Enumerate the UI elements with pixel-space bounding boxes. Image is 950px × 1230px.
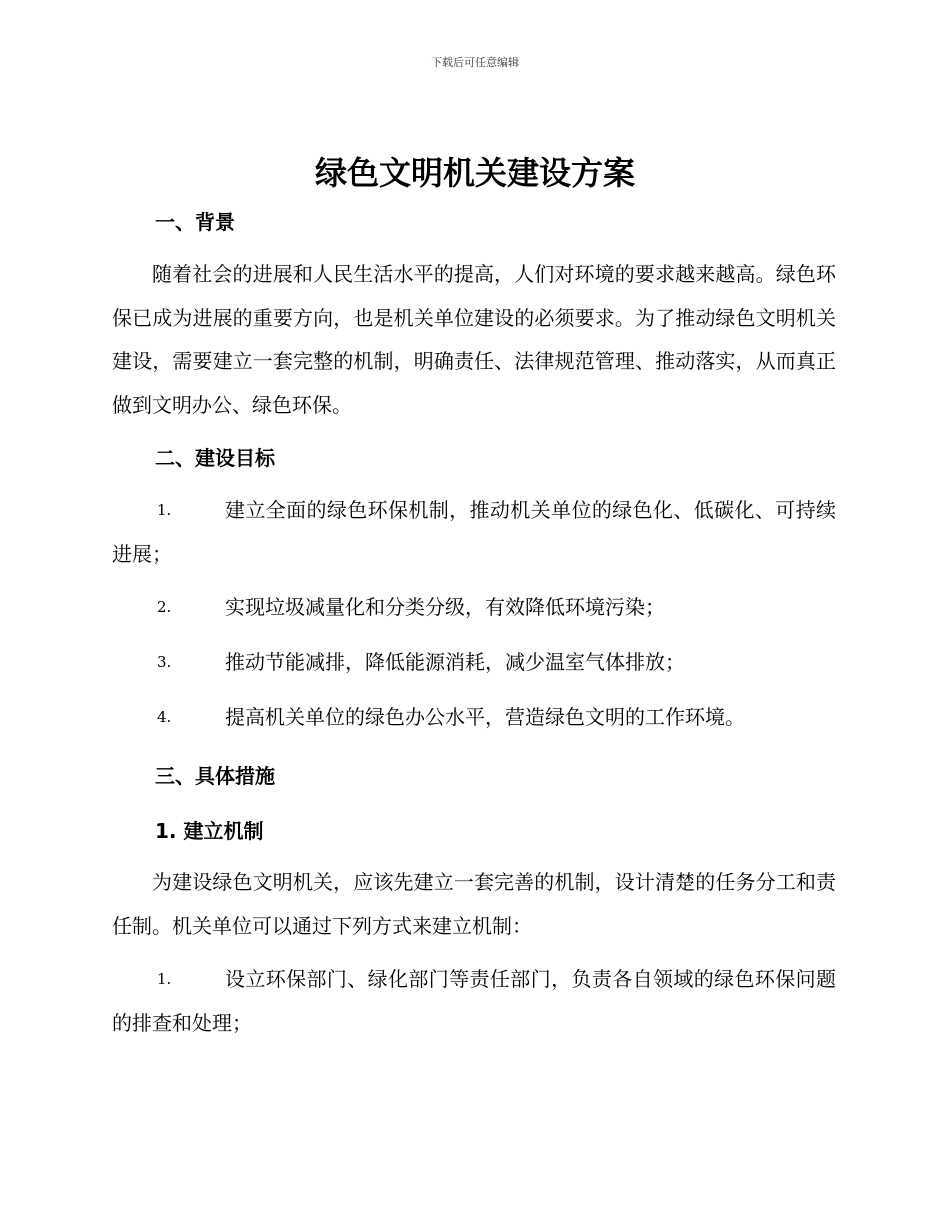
goal-item-text: 建立全面的绿色环保机制，推动机关单位的绿色化、低碳化、可持续进展； [112, 498, 836, 566]
subsection-heading-mechanism: 1. 建立机制 [155, 819, 264, 843]
document-title: 绿色文明机关建设方案 [314, 154, 635, 192]
mechanism-item-number: 1. [157, 970, 172, 988]
page-header-note: 下载后可任意编辑 [431, 56, 519, 69]
mechanism-item-text: 设立环保部门、绿化部门等责任部门，负责各自领域的绿色环保问题的排查和处理； [112, 967, 836, 1035]
background-paragraph: 随着社会的进展和人民生活水平的提高，人们对环境的要求越来越高。绿色环保已成为进展的重要方向，也是机关单位建设的必须要求。为了推动绿色文明机关建设，需要建立一套完整的机制，明确责任、法律规范管理、推动落实，从而真正做到文明办公、绿色环保。 [112, 262, 836, 417]
goal-item-2 [112, 586, 836, 630]
goal-item-number: 4. [157, 708, 172, 726]
mechanism-item-1 [112, 958, 836, 1045]
goal-item-3 [112, 641, 836, 685]
goal-item-1 [112, 489, 836, 576]
goal-item-text: 推动节能减排，降低能源消耗，减少温室气体排放； [225, 650, 685, 674]
goal-item-text: 提高机关单位的绿色办公水平，营造绿色文明的工作环境。 [225, 705, 745, 729]
goal-item-number: 3. [157, 653, 172, 671]
goal-item-number: 2. [157, 598, 172, 616]
mechanism-paragraph: 为建设绿色文明机关，应该先建立一套完善的机制，设计清楚的任务分工和责任制。机关单位可以通过下列方式来建立机制： [112, 870, 836, 938]
goal-item-text: 实现垃圾减量化和分类分级，有效降低环境污染； [225, 595, 665, 619]
goal-item-number: 1. [157, 501, 172, 519]
section-heading-measures: 三、具体措施 [155, 764, 275, 788]
section-heading-goals: 二、建设目标 [155, 446, 275, 470]
section-heading-background: 一、背景 [155, 210, 235, 234]
goal-item-4 [112, 696, 836, 740]
